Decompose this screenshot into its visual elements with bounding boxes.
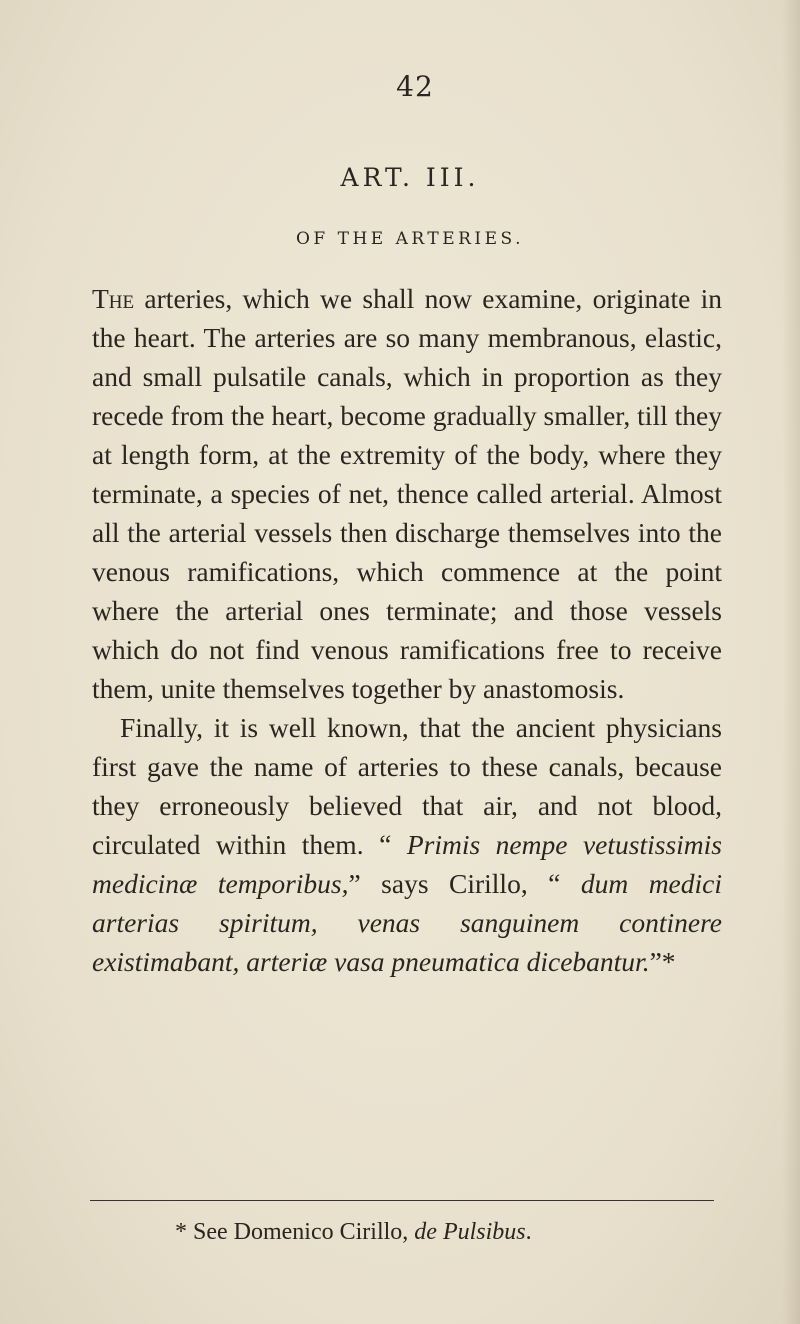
paragraph-ancient-physicians xyxy=(92,708,722,981)
open-quote: “ xyxy=(379,829,407,860)
page-number: 42 xyxy=(396,70,434,103)
close-quote-footnote-marker: ”* xyxy=(649,946,676,977)
section-heading: OF THE ARTERIES. xyxy=(295,229,524,249)
paragraph-text: Finally, it is well known, that the ancient physicians first gave the name of arteries to these canals, because they erroneously believed that air, and not blood, circulated within them. xyxy=(92,712,722,860)
footnote-marker: * xyxy=(175,1219,193,1245)
footnote-divider xyxy=(90,1200,714,1201)
latin-quote-first: Primis nempe vetustissimis medicinæ temporibus, xyxy=(92,829,722,899)
footnote xyxy=(175,1219,735,1246)
quote-attribution: ” says Cirillo, xyxy=(348,868,549,899)
latin-quote-second: dum medici arterias spiritum, venas sanguinem continere existimabant, arteriæ vasa pneumatica dicebantur. xyxy=(92,868,722,977)
article-heading: ART. III. xyxy=(340,163,480,192)
paragraph-first-word: The xyxy=(92,283,135,314)
body-text xyxy=(92,279,722,981)
paragraph-text: arteries, which we shall now examine, originate in the heart. The arteries are so many membranous, elastic, and small pulsatile canals, which in proportion as they recede from the heart, become gradually smaller, till they at length form, at the extremity of the body, where they terminate, a species of net, thence called arterial. Almost all the arterial vessels then discharge themselves into the venous ramifications, which commence at the point where the arterial ones terminate; and those vessels which do not find venous ramifications free to receive them, unite themselves together by anastomosis. xyxy=(92,283,722,704)
paragraph-arteries-origin xyxy=(92,279,722,708)
page-edge-shadow xyxy=(782,0,800,1324)
footnote-title: de Pulsibus xyxy=(414,1219,526,1245)
footnote-text: See Domenico Cirillo, xyxy=(193,1219,415,1245)
footnote-end: . xyxy=(525,1219,532,1245)
open-quote: “ xyxy=(548,868,581,899)
